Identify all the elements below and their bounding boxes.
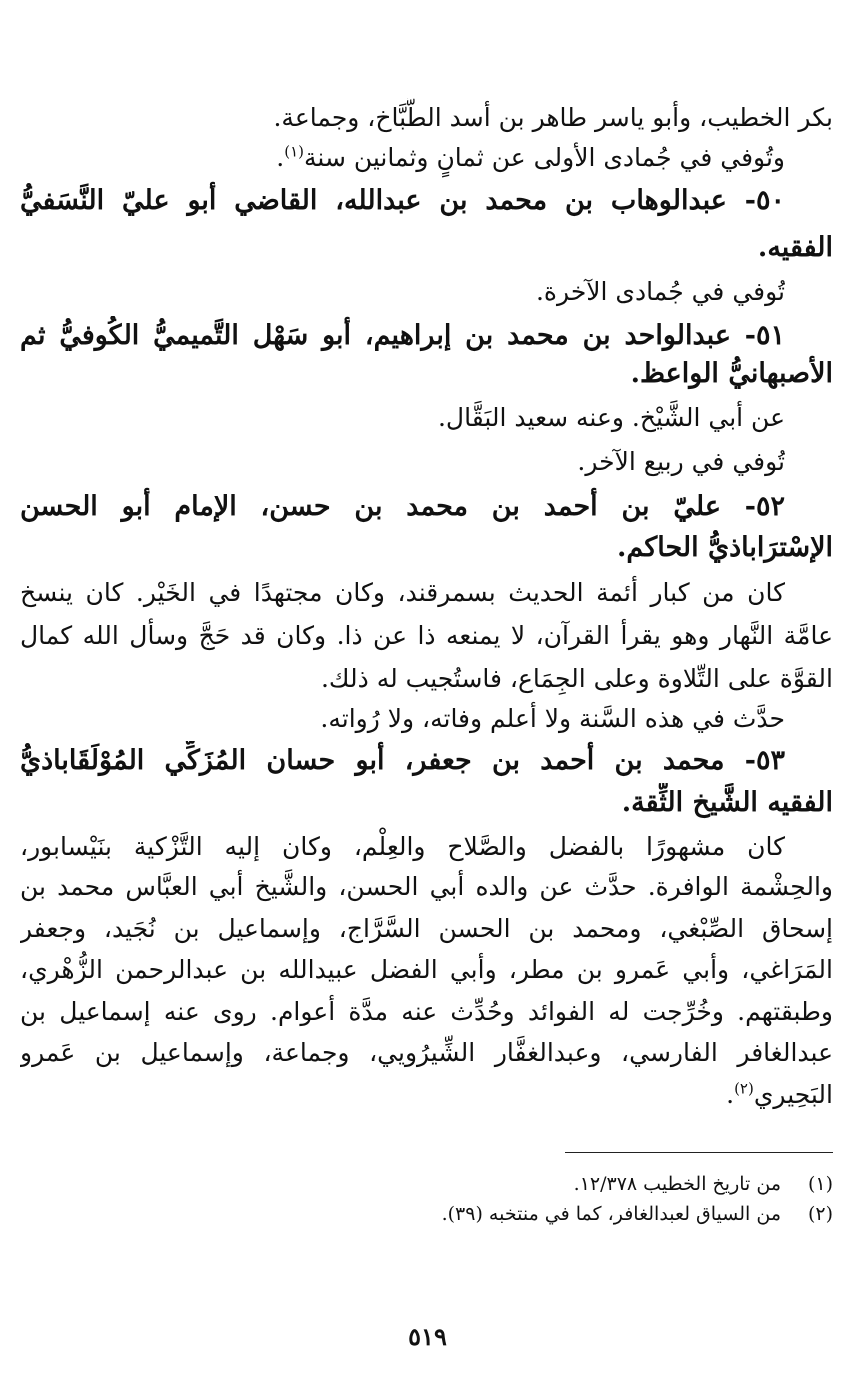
text-line: حدَّث في هذه السَّنة ولا أعلم وفاته، ولا رُواته. bbox=[320, 704, 785, 733]
text-line: بكر الخطيب، وأبو ياسر طاهر بن أسد الطَّبَّاخ، وجماعة. bbox=[273, 103, 833, 132]
text-line: البَحِيري bbox=[753, 1080, 833, 1109]
text-line: تُوفي في جُمادى الآخرة. bbox=[535, 277, 785, 306]
entry-heading-50: ٥٠- عبدالوهاب بن محمد بن عبدالله، القاضي أبو عليّ النَّسَفيُّ bbox=[20, 185, 785, 216]
entry-heading-53: ٥٣- محمد بن أحمد بن جعفر، أبو حسان المُزَكِّي المُوْلَقَاباذيُّ bbox=[20, 745, 785, 776]
text-line: وطبقتهم. وخُرِّجت له الفوائد وحُدِّث عنه مدَّة أعوام. روى عنه إسماعيل بن bbox=[20, 997, 833, 1026]
text-line: عن أبي الشَّيْخ. وعنه سعيد البَقَّال. bbox=[437, 403, 785, 432]
death-line bbox=[20, 138, 785, 182]
footnote-number: (٢) bbox=[807, 1203, 833, 1225]
text-line: تُوفي في ربيع الآخر. bbox=[577, 447, 785, 476]
period: . bbox=[726, 1080, 735, 1109]
last-line bbox=[20, 1075, 833, 1119]
text-line: إسحاق الصِّبْغي، ومحمد بن الحسن السَّرَّاج، وإسماعيل بن نُجَيد، وجعفر bbox=[20, 914, 833, 943]
text-line: عبدالغافر الفارسي، وعبدالغفَّار الشِّيرُويي، وجماعة، وإسماعيل بن عَمرو bbox=[20, 1038, 833, 1067]
period: . bbox=[276, 143, 285, 172]
page-number: ٥١٩ bbox=[408, 1322, 447, 1351]
entry-heading-51: ٥١- عبدالواحد بن محمد بن إبراهيم، أبو سَهْل التَّميميُّ الكُوفيُّ ثم bbox=[20, 320, 785, 351]
text-line: والحِشْمة الوافرة. حدَّث عن والده أبي الحسن، والشَّيخ أبي العبَّاس محمد بن bbox=[20, 872, 833, 901]
text-line: كان مشهورًا بالفضل والصَّلاح والعِلْم، وكان إليه التَّزْكية بنَيْسابور، bbox=[20, 832, 785, 861]
entry-heading-52: ٥٢- عليّ بن أحمد بن محمد بن حسن، الإمام أبو الحسن bbox=[20, 491, 785, 522]
text-line: القوَّة على التِّلاوة وعلى الجِمَاع، فاستُجيب له ذلك. bbox=[320, 664, 833, 693]
footnote bbox=[574, 1170, 833, 1198]
entry-heading-51-cont: الأصبهانيُّ الواعظ. bbox=[630, 358, 833, 389]
footnote-ref: (٢) bbox=[734, 1079, 754, 1098]
entry-heading-52-cont: الإسْترَاباذيُّ الحاكم. bbox=[617, 532, 833, 563]
footnote-text: من السياق لعبدالغافر، كما في منتخبه (٣٩). bbox=[441, 1203, 781, 1225]
footnote bbox=[442, 1200, 833, 1228]
footnote-number: (١) bbox=[807, 1173, 833, 1195]
text-line: عامَّة النَّهار وهو يقرأ القرآن، لا يمنعه ذا عن ذا. وكان قد حَجَّ وسأل الله كمال bbox=[20, 621, 833, 650]
entry-heading-50-cont: الفقيه. bbox=[757, 232, 833, 263]
footnote-text: من تاريخ الخطيب ١٢/٣٧٨. bbox=[573, 1173, 781, 1195]
footnote-divider bbox=[565, 1152, 833, 1153]
text-line: كان من كبار أئمة الحديث بسمرقند، وكان مجتهدًا في الخَيْر. كان ينسخ bbox=[20, 578, 785, 607]
text-line: وتُوفي في جُمادى الأولى عن ثمانٍ وثمانين سنة bbox=[304, 143, 785, 172]
footnote-ref: (١) bbox=[284, 142, 305, 161]
text-line: المَرَاغي، وأبي عَمرو بن مطر، وأبي الفضل عبيدالله بن عبدالرحمن الزُّهْري، bbox=[20, 955, 833, 984]
entry-heading-53-cont: الفقيه الشَّيخ الثِّقة. bbox=[621, 787, 833, 818]
